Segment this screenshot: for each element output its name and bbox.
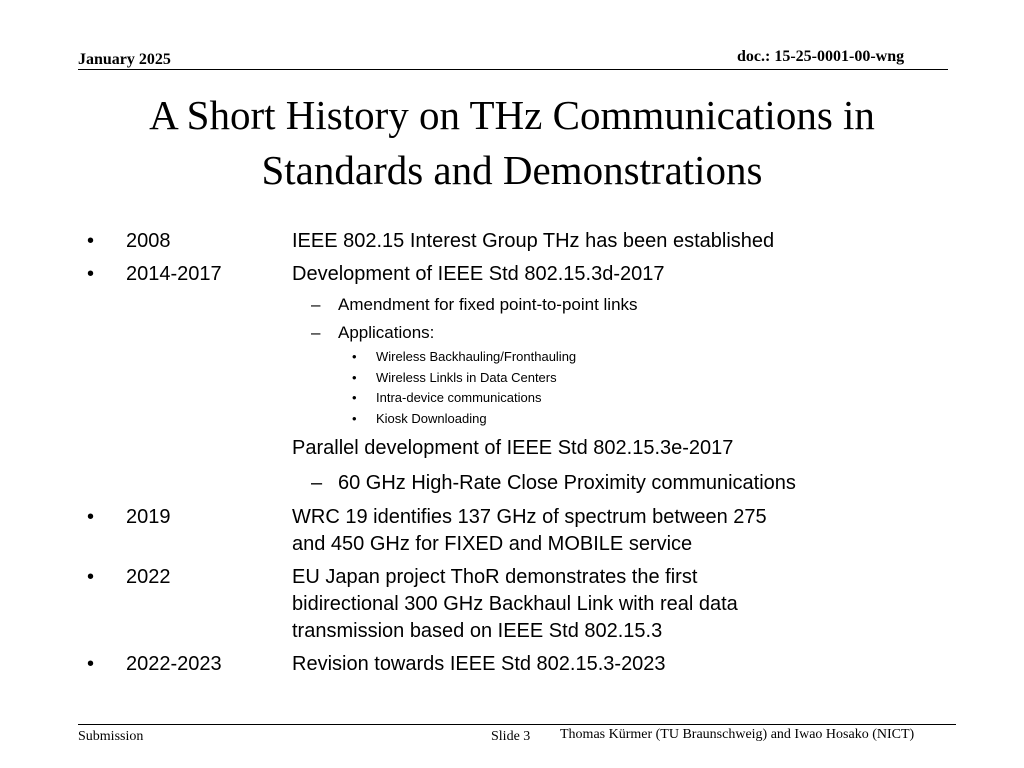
entry-text: bidirectional 300 GHz Backhaul Link with real data <box>292 593 738 615</box>
footer-rule <box>78 724 956 725</box>
entry-year: 2022 <box>126 566 171 588</box>
dash-marker: – <box>311 472 323 494</box>
entry-text: transmission based on IEEE Std 802.15.3 <box>292 620 663 642</box>
entry-text: EU Japan project ThoR demonstrates the first <box>292 566 698 588</box>
bullet-marker: • <box>87 653 95 675</box>
application-item: Wireless Backhauling/Fronthauling <box>376 349 577 364</box>
entry-text: Development of IEEE Std 802.15.3d-2017 <box>292 263 665 285</box>
title-line-2: Standards and Demonstrations <box>261 147 763 193</box>
entry-year: 2022-2023 <box>126 653 222 675</box>
entry-year: 2019 <box>126 506 171 528</box>
application-item: Kiosk Downloading <box>376 411 487 426</box>
header-doc-id: doc.: 15-25-0001-00-wng <box>737 48 905 65</box>
bullet-marker: • <box>87 230 95 252</box>
page-title <box>62 88 962 198</box>
sub-item: Applications: <box>338 323 435 342</box>
dash-marker: – <box>311 295 321 314</box>
bullet-marker-small: • <box>352 411 357 426</box>
bullet-marker: • <box>87 263 95 285</box>
bullet-marker-small: • <box>352 349 357 364</box>
title-line-1: A Short History on THz Communications in <box>149 92 875 138</box>
footer-submission: Submission <box>78 729 144 744</box>
entry-text: Revision towards IEEE Std 802.15.3-2023 <box>292 653 666 675</box>
entry-text: and 450 GHz for FIXED and MOBILE service <box>292 533 693 555</box>
entry-text: IEEE 802.15 Interest Group THz has been established <box>292 230 775 252</box>
sub-item: Amendment for fixed point-to-point links <box>338 295 638 314</box>
bullet-marker: • <box>87 566 95 588</box>
sub-item: 60 GHz High-Rate Close Proximity communications <box>338 472 796 494</box>
bullet-marker-small: • <box>352 390 357 405</box>
entry-year: 2014-2017 <box>126 263 222 285</box>
header-rule <box>78 69 948 70</box>
application-item: Wireless Linkls in Data Centers <box>376 370 557 385</box>
entry-year: 2008 <box>126 230 171 252</box>
bullet-marker-small: • <box>352 370 357 385</box>
header-date: January 2025 <box>78 51 171 68</box>
application-item: Intra-device communications <box>376 390 542 405</box>
bullet-marker: • <box>87 506 95 528</box>
entry-text: Parallel development of IEEE Std 802.15.3e-2017 <box>292 437 734 459</box>
slide-number: Slide 3 <box>491 729 531 744</box>
dash-marker: – <box>311 323 321 342</box>
entry-text: WRC 19 identifies 137 GHz of spectrum between 275 <box>292 506 767 528</box>
footer-authors: Thomas Kürmer (TU Braunschweig) and Iwao Hosako (NICT) <box>560 727 915 742</box>
